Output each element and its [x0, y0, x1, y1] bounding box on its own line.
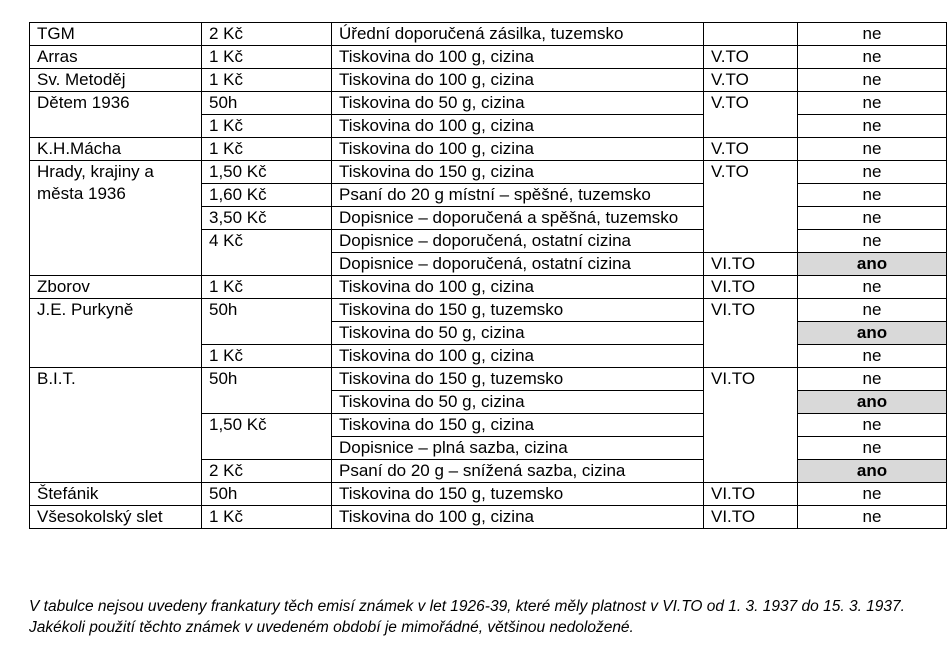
cell-type: Tiskovina do 100 g, cizina: [332, 506, 704, 529]
cell-result: ne: [798, 414, 947, 437]
table-row: [30, 161, 947, 184]
cell-type: Psaní do 20 g – snížená sazba, cizina: [332, 460, 704, 483]
cell-period: V.TO: [704, 138, 798, 161]
cell-period: VI.TO: [704, 506, 798, 529]
table-row: [30, 46, 947, 69]
cell-period: VI.TO: [704, 253, 798, 276]
cell-emission: Hrady, krajiny a města 1936: [30, 161, 202, 276]
cell-type: Dopisnice – plná sazba, cizina: [332, 437, 704, 460]
cell-period: VI.TO: [704, 276, 798, 299]
cell-period: [704, 23, 798, 46]
cell-period: VI.TO: [704, 299, 798, 368]
cell-price: 2 Kč: [202, 460, 332, 483]
cell-price: 50h: [202, 299, 332, 345]
cell-result: ne: [798, 115, 947, 138]
frankatura-table-wrapper: [29, 22, 947, 529]
cell-result: ne: [798, 437, 947, 460]
table-row: [30, 483, 947, 506]
cell-result-highlight: ano: [798, 253, 947, 276]
cell-price: 1,50 Kč: [202, 161, 332, 184]
cell-type: Tiskovina do 100 g, cizina: [332, 276, 704, 299]
cell-type: Tiskovina do 150 g, tuzemsko: [332, 483, 704, 506]
table-row: [30, 368, 947, 391]
cell-result-highlight: ano: [798, 460, 947, 483]
cell-type: Tiskovina do 150 g, cizina: [332, 161, 704, 184]
cell-result: ne: [798, 506, 947, 529]
cell-type: Tiskovina do 50 g, cizina: [332, 322, 704, 345]
cell-type: Tiskovina do 100 g, cizina: [332, 69, 704, 92]
cell-price: 1 Kč: [202, 115, 332, 138]
cell-type: Tiskovina do 50 g, cizina: [332, 391, 704, 414]
frankatura-table: [29, 22, 947, 529]
cell-type: Tiskovina do 100 g, cizina: [332, 46, 704, 69]
cell-type: Tiskovina do 150 g, cizina: [332, 414, 704, 437]
cell-price: 50h: [202, 368, 332, 414]
cell-type: Dopisnice – doporučená a spěšná, tuzemsko: [332, 207, 704, 230]
cell-type: Dopisnice – doporučená, ostatní cizina: [332, 230, 704, 253]
cell-emission: J.E. Purkyně: [30, 299, 202, 368]
cell-emission: Všesokolský slet: [30, 506, 202, 529]
cell-price: 1 Kč: [202, 138, 332, 161]
cell-period: V.TO: [704, 69, 798, 92]
cell-emission: Zborov: [30, 276, 202, 299]
cell-period: V.TO: [704, 161, 798, 253]
cell-type: Tiskovina do 100 g, cizina: [332, 345, 704, 368]
cell-price: 1,50 Kč: [202, 414, 332, 460]
cell-price: 1 Kč: [202, 345, 332, 368]
cell-emission: Dětem 1936: [30, 92, 202, 138]
cell-type: Dopisnice – doporučená, ostatní cizina: [332, 253, 704, 276]
cell-emission: TGM: [30, 23, 202, 46]
table-row: [30, 92, 947, 115]
cell-period: VI.TO: [704, 368, 798, 483]
cell-price: 3,50 Kč: [202, 207, 332, 230]
cell-result: ne: [798, 483, 947, 506]
cell-period: V.TO: [704, 92, 798, 138]
table-row: [30, 69, 947, 92]
table-row: [30, 23, 947, 46]
table-row: [30, 138, 947, 161]
cell-result: ne: [798, 161, 947, 184]
cell-emission: Štefánik: [30, 483, 202, 506]
cell-price: 1 Kč: [202, 276, 332, 299]
table-row: [30, 276, 947, 299]
cell-result: ne: [798, 276, 947, 299]
cell-result: ne: [798, 368, 947, 391]
cell-type: Tiskovina do 100 g, cizina: [332, 138, 704, 161]
cell-result: ne: [798, 23, 947, 46]
cell-emission: Sv. Metoděj: [30, 69, 202, 92]
cell-result: ne: [798, 92, 947, 115]
cell-emission: B.I.T.: [30, 368, 202, 483]
cell-result: ne: [798, 345, 947, 368]
cell-result: ne: [798, 69, 947, 92]
cell-result: ne: [798, 184, 947, 207]
cell-type: Tiskovina do 150 g, tuzemsko: [332, 299, 704, 322]
cell-result: ne: [798, 46, 947, 69]
cell-result: ne: [798, 207, 947, 230]
cell-period: V.TO: [704, 46, 798, 69]
cell-price: 1,60 Kč: [202, 184, 332, 207]
cell-type: Psaní do 20 g místní – spěšné, tuzemsko: [332, 184, 704, 207]
cell-emission: Arras: [30, 46, 202, 69]
table-row: [30, 299, 947, 322]
cell-price: 2 Kč: [202, 23, 332, 46]
cell-price: 50h: [202, 92, 332, 115]
cell-type: Tiskovina do 100 g, cizina: [332, 115, 704, 138]
table-row: [30, 506, 947, 529]
cell-result: ne: [798, 299, 947, 322]
cell-type: Tiskovina do 50 g, cizina: [332, 92, 704, 115]
cell-price: 1 Kč: [202, 506, 332, 529]
cell-result-highlight: ano: [798, 322, 947, 345]
cell-emission: K.H.Mácha: [30, 138, 202, 161]
table-footnote: V tabulce nejsou uvedeny frankatury těch emisí známek v let 1926-39, které měly platnost v VI.TO od 1. 3. 1937 do 15. 3. 1937. Jakékoli použití těchto známek v uvedeném období je mimořádné, většinou nedoložené.: [29, 598, 905, 636]
cell-price: 4 Kč: [202, 230, 332, 276]
cell-period: VI.TO: [704, 483, 798, 506]
cell-price: 50h: [202, 483, 332, 506]
cell-type: Úřední doporučená zásilka, tuzemsko: [332, 23, 704, 46]
cell-result: ne: [798, 138, 947, 161]
cell-result: ne: [798, 230, 947, 253]
cell-price: 1 Kč: [202, 46, 332, 69]
cell-type: Tiskovina do 150 g, tuzemsko: [332, 368, 704, 391]
cell-result-highlight: ano: [798, 391, 947, 414]
cell-price: 1 Kč: [202, 69, 332, 92]
